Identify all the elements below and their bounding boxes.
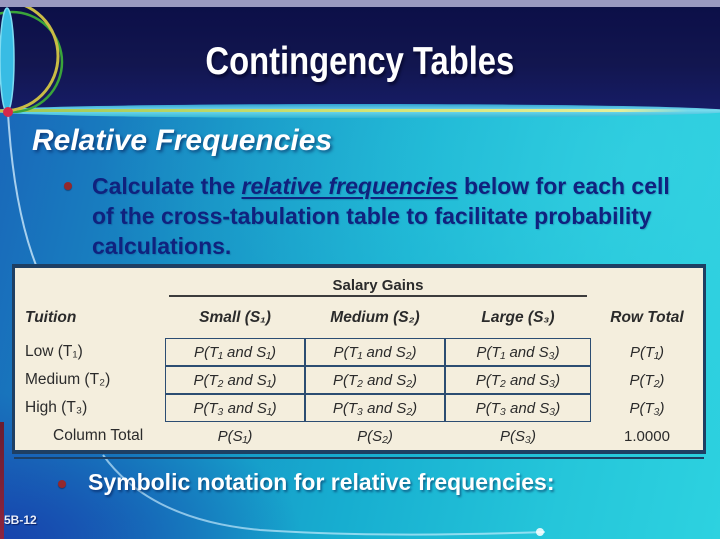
bullet-text-pre: Calculate the	[92, 173, 242, 199]
row-label-low: Low (T₁)	[25, 343, 83, 360]
group-header-rule	[169, 295, 587, 297]
table-group-header: Salary Gains	[332, 277, 424, 294]
divider-accent-line	[8, 109, 688, 112]
bullet-calculate	[64, 171, 670, 261]
table-cell: P(T₁ and S₁)	[165, 338, 305, 366]
table-cell: P(T₂ and S₂)	[305, 366, 445, 394]
bullet-calculate-text	[92, 171, 670, 261]
table-cell: P(T₃ and S₂)	[305, 394, 445, 422]
column-header-medium: Medium (S₂)	[330, 309, 420, 326]
divider-band	[0, 104, 720, 118]
footer-cell: P(S₁)	[217, 427, 253, 445]
table-cell: P(T₃ and S₁)	[165, 394, 305, 422]
row-label-high: High (T₃)	[25, 399, 88, 416]
slide-title	[0, 40, 720, 84]
table-cell: P(T₁ and S₃)	[445, 338, 591, 366]
row-label-medium: Medium (T₂)	[25, 371, 111, 388]
footer-cell: P(S₃)	[500, 427, 536, 445]
table-cell: P(T₂ and S₃)	[445, 366, 591, 394]
column-header-large: Large (S₃)	[481, 309, 555, 326]
slide-title-text: Contingency Tables	[205, 40, 515, 83]
bullet-dot-icon	[58, 480, 66, 488]
section-heading: Relative Frequencies	[32, 124, 333, 157]
column-header-row-total: Row Total	[610, 309, 684, 326]
bullet-symbolic	[58, 469, 555, 496]
bullet-symbolic-text: Symbolic notation for relative frequencies:	[88, 469, 555, 495]
contingency-table	[12, 264, 706, 454]
top-strip	[0, 0, 720, 7]
footer-cell: P(S₂)	[357, 427, 393, 445]
table-bottom-rule	[14, 457, 704, 459]
row-total-high: P(T₃)	[629, 399, 665, 417]
footer-label-column-total: Column Total	[53, 427, 144, 444]
column-header-tuition: Tuition	[25, 309, 77, 326]
bullet-dot-icon	[64, 182, 72, 190]
table-cell: P(T₃ and S₃)	[445, 394, 591, 422]
column-header-small: Small (S₁)	[199, 309, 271, 326]
table-cell: P(T₂ and S₁)	[165, 366, 305, 394]
grand-total: 1.0000	[624, 427, 670, 445]
table-cell: P(T₁ and S₂)	[305, 338, 445, 366]
row-total-low: P(T₁)	[630, 343, 664, 361]
bullet-text-emphasis: relative frequencies	[241, 173, 458, 199]
page-number: 5B-12	[4, 513, 37, 527]
bullet-text-post: below for each cell of the cross-tabulation table to facilitate probability calculations.	[92, 173, 670, 259]
arc-highlight-dot	[536, 528, 544, 536]
row-total-medium: P(T₂)	[629, 371, 665, 389]
